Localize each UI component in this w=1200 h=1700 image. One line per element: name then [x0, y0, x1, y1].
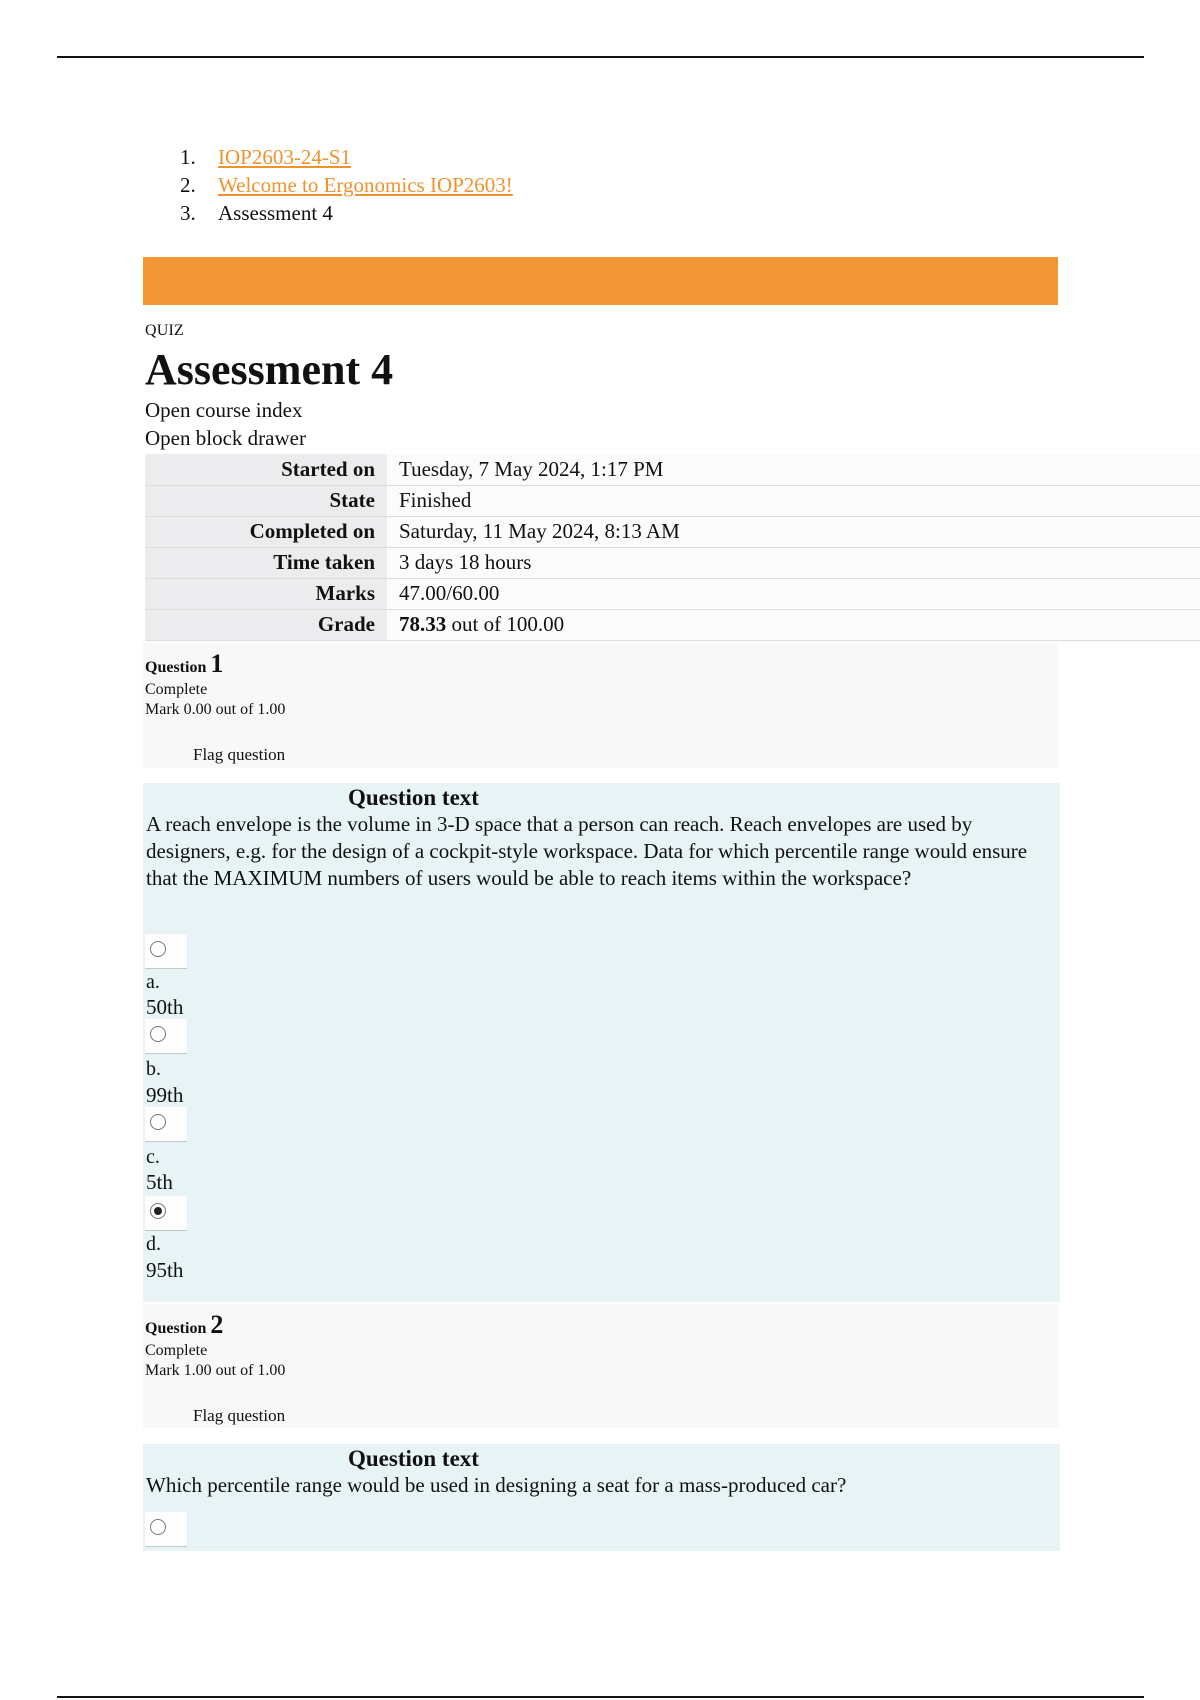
summary-label: Grade	[145, 609, 387, 640]
bottom-rule	[57, 1696, 1144, 1698]
option-d-letter: d.	[146, 1233, 161, 1255]
breadcrumb-current-label: Assessment 4	[218, 201, 333, 225]
question-2-info	[143, 1304, 1058, 1428]
option-b-label[interactable]: 99th	[146, 1083, 184, 1107]
summary-value	[387, 609, 1200, 640]
summary-label: State	[145, 485, 387, 516]
flag-question-button[interactable]: Flag question	[193, 1406, 286, 1425]
breadcrumb	[180, 143, 513, 227]
question-state: Complete	[145, 681, 208, 698]
option-b-letter: b.	[146, 1058, 161, 1080]
summary-value: 47.00/60.00	[387, 578, 1200, 609]
question-text-heading: Question text	[348, 785, 479, 810]
grade-score: 78.33	[399, 612, 447, 636]
option-a-label[interactable]: 50th	[146, 995, 184, 1019]
question-number: Question 2	[145, 1310, 224, 1339]
breadcrumb-item-course: 1. IOP2603-24-S1	[180, 145, 352, 169]
attempt-summary-table	[145, 454, 1200, 641]
breadcrumb-link-welcome[interactable]: Welcome to Ergonomics IOP2603!	[218, 173, 513, 197]
question-grade: Mark 0.00 out of 1.00	[145, 701, 286, 718]
option-d-radio-wrapper	[145, 1196, 187, 1231]
option-a-radio-wrapper	[145, 1512, 187, 1547]
summary-row-time-taken	[145, 547, 1200, 578]
option-d-radio[interactable]	[150, 1203, 166, 1219]
grade-out-of: out of 100.00	[446, 612, 565, 636]
question-text-heading: Question text	[348, 1446, 479, 1471]
open-block-drawer-button[interactable]: Open block drawer	[145, 426, 306, 450]
summary-value: Saturday, 11 May 2024, 8:13 AM	[387, 516, 1200, 547]
summary-value: Tuesday, 7 May 2024, 1:17 PM	[387, 454, 1200, 485]
question-1-info	[143, 643, 1058, 768]
option-c-radio[interactable]	[150, 1114, 166, 1130]
option-d-label[interactable]: 95th	[146, 1258, 184, 1282]
question-2-formulation	[143, 1444, 1060, 1551]
question-state: Complete	[145, 1342, 208, 1359]
summary-label: Completed on	[145, 516, 387, 547]
option-b-radio-wrapper	[145, 1019, 187, 1054]
question-text: Which percentile range would be used in designing a seat for a mass-produced car?	[146, 1473, 847, 1497]
summary-label: Started on	[145, 454, 387, 485]
activity-type-label: QUIZ	[145, 322, 185, 339]
open-course-index-button[interactable]: Open course index	[145, 398, 303, 422]
option-a-letter: a.	[146, 971, 160, 993]
breadcrumb-link-course[interactable]: IOP2603-24-S1	[218, 145, 352, 169]
summary-value: 3 days 18 hours	[387, 547, 1200, 578]
question-text: A reach envelope is the volume in 3-D space that a person can reach. Reach envelopes are used by designers, e.g. for the design of a cockpit-style workspace. Data for which percentile range would ensure that the MAXIMUM numbers of users would be able to reach items within the workspace?	[146, 812, 1028, 890]
summary-row-completed-on	[145, 516, 1200, 547]
question-grade: Mark 1.00 out of 1.00	[145, 1362, 286, 1379]
option-c-radio-wrapper	[145, 1107, 187, 1142]
question-number: Question 1	[145, 649, 224, 678]
option-b-radio[interactable]	[150, 1026, 166, 1042]
flag-question-button[interactable]: Flag question	[193, 745, 286, 764]
summary-value: Finished	[387, 485, 1200, 516]
breadcrumb-item-current: 3. Assessment 4	[180, 201, 333, 225]
option-a-radio[interactable]	[150, 1519, 166, 1535]
summary-label: Time taken	[145, 547, 387, 578]
summary-row-marks	[145, 578, 1200, 609]
summary-row-grade	[145, 609, 1200, 640]
option-a-radio[interactable]	[150, 941, 166, 957]
option-a-radio-wrapper	[145, 934, 187, 969]
question-1-formulation	[143, 783, 1060, 1302]
page-title: Assessment 4	[145, 345, 394, 394]
summary-row-started-on	[145, 454, 1200, 485]
breadcrumb-item-welcome: 2. Welcome to Ergonomics IOP2603!	[180, 173, 513, 197]
summary-label: Marks	[145, 578, 387, 609]
summary-row-state	[145, 485, 1200, 516]
page-header-banner	[143, 257, 1058, 305]
option-c-letter: c.	[146, 1146, 160, 1168]
option-c-label[interactable]: 5th	[146, 1170, 173, 1194]
top-rule	[57, 56, 1144, 58]
